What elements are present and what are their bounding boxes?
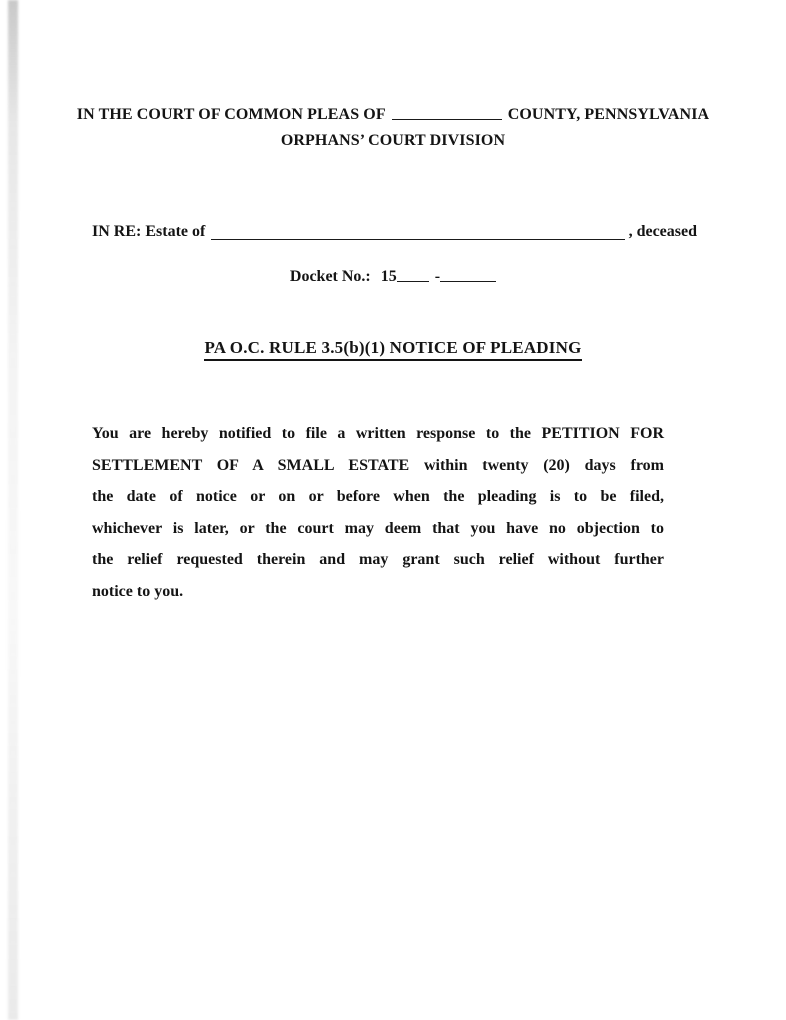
body-line: the date of notice or on or before when the pleading is to be filed,: [92, 488, 664, 505]
notice-body: [92, 418, 664, 607]
court-header-line1-suffix: COUNTY, PENNSYLVANIA: [507, 106, 710, 123]
body-line: SETTLEMENT OF A SMALL ESTATE within twenty (20) days from: [92, 456, 664, 474]
body-line: the relief requested therein and may grant such relief without further: [92, 551, 664, 568]
estate-caption-line: [92, 221, 697, 243]
court-header-line2: ORPHANS’ COURT DIVISION: [280, 132, 506, 149]
in-re-label: IN RE: Estate of: [92, 223, 206, 240]
docket-year-blank[interactable]: [397, 268, 429, 282]
docket-year-prefix: 15: [380, 268, 397, 285]
docket-label: Docket No.:: [289, 268, 371, 285]
notice-title: [0, 335, 786, 361]
notice-title-text: PA O.C. RULE 3.5(b)(1) NOTICE OF PLEADING: [204, 338, 581, 361]
body-line: whichever is later, or the court may deem that you have no objection to: [92, 519, 664, 537]
court-header-line1-prefix: IN THE COURT OF COMMON PLEAS OF: [76, 106, 386, 123]
deceased-label: , deceased: [628, 223, 697, 240]
county-blank[interactable]: [392, 106, 502, 120]
court-header-line1: [0, 102, 786, 128]
docket-number-blank[interactable]: [440, 268, 496, 282]
docket-separator: -: [434, 268, 441, 285]
body-line: notice to you.: [92, 582, 184, 600]
docket-line: [0, 266, 786, 288]
estate-name-blank[interactable]: [211, 238, 624, 240]
court-header: [0, 102, 786, 154]
body-line: You are hereby notified to file a written response to the PETITION FOR: [92, 425, 664, 442]
